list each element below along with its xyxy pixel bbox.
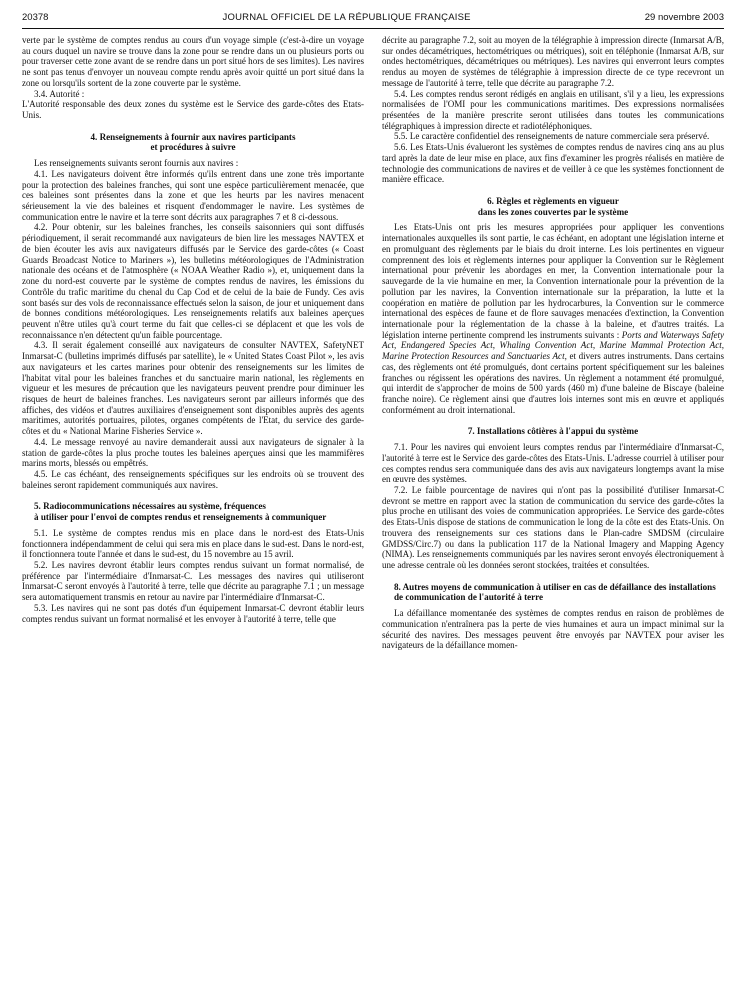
- paragraph-5-3: 5.3. Les navires qui ne sont pas dotés d'un équipement Inmarsat-C devront établir leurs comptes rendus suivant un format normalisé et les envoyer à l'autorité à terre, telle que: [22, 602, 364, 624]
- paragraph-7-2: 7.2. Le faible pourcentage de navires qui n'ont pas la possibilité d'utiliser Inmarsat-C devront se mettre en rapport avec la station de communication du service des garde-côtes la plus proche en utilisant des voies de communication appropriées. Le Service des garde-côtes des Etats-Unis dispose de stations de communication le long de la côte est des Etats-Unis. On trouvera des renseignements sur ces stations dans le Plan-cadre SMDSM (circulaire GMDSS/Circ.7) ou dans la publication 117 de la National Imagery and Mapping Agency (NIMA). Les renseignements communiqués par les navires seront envoyés électroniquement à une adresse centrale où les données seront stockées, traitées et consultées.: [382, 484, 724, 571]
- paragraph-4-4: 4.4. Le message renvoyé au navire demanderait aussi aux navigateurs de signaler à la station de garde-côtes la plus proche toutes les baleines aperçues ainsi que les mammifères marins morts, blessés ou empêtrés.: [22, 436, 364, 469]
- paragraph-4-3: 4.3. Il serait également conseillé aux navigateurs de consulter NAVTEX, SafetyNET Inmarsat-C (bulletins imprimés diffusés par satellite), le « United States Coast Pilot », les avis aux navigateurs et les cartes marines pour obtenir des renseignements sur les limites de l'habitat vital pour les baleines franches et du sanctuaire marin national, les règlements en vigueur et les mesures de précaution que les navigateurs peuvent prendre pour diminuer les risques de heurt de baleines franches. Les navigateurs seront par ailleurs informés que des affiches, des vidéos et d'autres auxiliaires d'enseignement sont disponibles auprès des agents maritimes, autorités portuaires, pilotes, organes compétents de l'Etat, du service des garde-côtes et du « National Marine Fisheries Service ».: [22, 340, 364, 437]
- running-header: [22, 12, 724, 29]
- section-4-intro: Les renseignements suivants seront fournis aux navires :: [34, 158, 239, 169]
- paragraph-6-part-b: et divers autres instruments. Dans certains cas, des règlements ont été promulgués, dont certains portent spécifiquement sur les baleines franches ou régissent les opérations des navires. Un règlement a notamment été promulgué, qui interdit de s'approcher de moins de 500 yards (460 m) d'une baleine de Biscaye (baleine franche noire). Ce règlement ainsi que d'autres lois internes sont mis en œuvre et appliqués conformément au droit international.: [382, 351, 724, 415]
- paragraph-4-1: 4.1. Les navigateurs doivent être informés qu'ils entrent dans une zone très importante pour la protection des baleines franches, qui sont une espèce particulièrement menacée, que ces baleines sont présentes dans la zone et que les heurts par les navires menacent sérieusement la vie des baleines et risquent d'endommager le navire. Les systèmes de communication entre le navire et la terre sont décrits aux paragraphes 7 et 8 ci-dessous.: [22, 168, 364, 222]
- paragraph-5-5: 5.5. Le caractère confidentiel des renseignements de nature commerciale sera préservé.: [394, 131, 710, 142]
- right-column: [382, 35, 724, 651]
- paragraph-8: La défaillance momentanée des systèmes de comptes rendus en raison de problèmes de communication n'entraînera pas la perte de vies humaines et aura un impact minimal sur la sécurité des navires. Des messages peuvent être envoyés par NAVTEX pour aviser les navigateurs de la défaillance momen-: [382, 608, 724, 651]
- heading-section-6: 6. Règles et règlements en vigueur dans les zones couvertes par le système: [477, 196, 629, 217]
- acts-list: Ports and Waterways Safety Act, Endangered Species Act, Whaling Convention Act, Marine Mammal Protection Act, Marine Protection Resources and Sanctuaries Act,: [382, 329, 725, 362]
- paragraph-5-2: 5.2. Les navires devront établir leurs comptes rendus suivant un format normalisé, de préférence par l'intermédiaire d'Inmarsat-C. Les messages des navires qui utiliseront Inmarsat-C seront envoyés à l'autorité à terre, telle que décrite au paragraphe 7.1 ; un message sera automatiquement transmis en retour au navire par l'intermédiaire d'Inmarsat-C.: [22, 560, 364, 603]
- paragraph-4-5: 4.5. Le cas échéant, des renseignements spécifiques sur les endroits où se trouvent des baleines seront rapidement communiqués aux navires.: [22, 469, 364, 490]
- page-number: 20378: [22, 12, 49, 23]
- paragraph-continued: décrite au paragraphe 7.2, soit au moyen de la télégraphie à impression directe (Inmarsat A/B, sur ondes décamétriques, hectométriques ou métriques), soit en téléphonie (Inmarsat A/B, sur ondes hectométriques, décamétriques ou métriques). Les navires qui enverront leurs comptes rendus au moyen de systèmes de télégraphie à impression directe de ce type recevront un message de l'autorité à terre, telle que décrite au paragraphe 7.2.: [382, 35, 724, 88]
- paragraph-intro: verte par le système de comptes rendus au cours d'un voyage simple (c'est-à-dire un voyage au cours duquel un navire se trouve dans la zone pour se rendre dans un ou plusieurs ports ou pour traverser cette zone avant de se rendre dans un port situé hors de ses limites). Les navires ne sont pas tenus d'envoyer un nouveau compte rendu après avoir quitté un port situé dans la zone ou lorsqu'ils sortent de la zone couverte par le système.: [22, 35, 364, 88]
- heading-section-5: 5. Radiocommunications nécessaires au système, fréquences à utiliser pour l'envoi de comptes rendus et renseignements à communiquer: [34, 501, 327, 523]
- paragraph-6-part-a: Les Etats-Unis ont pris les mesures appropriées pour appliquer les conventions internationales auxquelles ils sont partie, le cas échéant, en adoptant une législation interne et en promulguant des règlements par le biais du droit interne. Les lois pertinentes en vigueur comprennent des lois et règlements internes pour appliquer la Convention sur le Règlement international pour prévenir les abordages en mer, la Convention internationale pour la sauvegarde de la vie humaine en mer, la Convention internationale pour la prévention de la pollution par les navires, la Convention internationale sur la préparation, la lutte et la coopération en matière de pollution par les hydrocarbures, la Convention sur le commerce international des espèces de faune et de flore sauvages menacées d'extinction, la Convention internationale pour la réglementation de la chasse à la baleine, et d'autres traités. La législation interne pertinente comprend les instruments suivants :: [382, 222, 724, 340]
- text-columns: [22, 35, 724, 651]
- paragraph-5-1: 5.1. Le système de comptes rendus mis en place dans le nord-est des Etats-Unis fonctionnera indépendamment de celui qui sera mis en place dans le sud-est. Dans le nord-est, il fonctionnera toute l'année et dans le sud-est, du 15 novembre au 15 avril.: [22, 527, 364, 560]
- heading-section-8: 8. Autres moyens de communication à utiliser en cas de défaillance des installations de communication de l'autorité à terre: [394, 581, 716, 603]
- paragraph-5-6: 5.6. Les Etats-Unis évalueront les systèmes de comptes rendus de navires cinq ans au plus tard après la date de leur mise en place, aux fins d'examiner les progrès réalisés en matière de technologie des communications de navires et de veiller à ce que les systèmes fonctionnent de manière efficace.: [382, 142, 724, 185]
- paragraph-5-4: 5.4. Les comptes rendus seront rédigés en anglais en utilisant, s'il y a lieu, les expressions normalisées de l'OMI pour les communications maritimes. Des expressions normalisées présentées de la manière prescrite seront utilisées dans toutes les communications télégraphiques à impression directe et radiotéléphoniques.: [382, 88, 724, 131]
- heading-section-7: 7. Installations côtières à l'appui du système: [467, 426, 639, 437]
- left-column: [22, 35, 364, 651]
- journal-title: JOURNAL OFFICIEL DE LA RÉPUBLIQUE FRANÇAISE: [222, 12, 471, 23]
- paragraph-4-2: 4.2. Pour obtenir, sur les baleines franches, les conseils saisonniers qui sont diffusés périodiquement, il serait recommandé aux navigateurs de bien lire les messages NAVTEX et de bien écouter les avis aux navigateurs diffusés par le Service des garde-côtes (« Coast Guards Broadcast Notice to Mariners »), les bulletins météorologiques de l'Administration nationale des océans et de l'atmosphère (« NOAA Weather Radio »), et, uniquement dans la zone du nord-est couverte par le système de comptes rendus de navires, les émissions du Contrôle du trafic maritime du chenal du Cap Cod et de celui de la baie de Fundy. Ces avis sont basés sur des vols de reconnaissance effectués selon la saison, de jour et uniquement dans de bonnes conditions météorologiques. Les renseignements relatifs aux baleines aperçues peuvent n'être utiles qu'à court terme du fait que celles-ci se déplacent et que les vols de reconnaissance n'en détectent qu'un faible pourcentage.: [22, 222, 365, 340]
- issue-date: 29 novembre 2003: [644, 12, 724, 23]
- section-3-4-title: 3.4. Autorité :: [34, 88, 85, 99]
- paragraph-6: [382, 222, 724, 415]
- section-3-4-text: L'Autorité responsable des deux zones du système est le Service des garde-côtes des Etats-Unis.: [22, 99, 364, 121]
- paragraph-7-1: 7.1. Pour les navires qui envoient leurs comptes rendus par l'intermédiaire d'Inmarsat-C, l'autorité à terre est le Service des garde-côtes des Etats-Unis. L'adresse courriel à utiliser pour ces comptes rendus sera communiquée dans des avis aux navigateurs longtemps avant la mise en œuvre des systèmes.: [382, 442, 724, 485]
- heading-section-4: 4. Renseignements à fournir aux navires participants et procédures à suivre: [90, 131, 296, 153]
